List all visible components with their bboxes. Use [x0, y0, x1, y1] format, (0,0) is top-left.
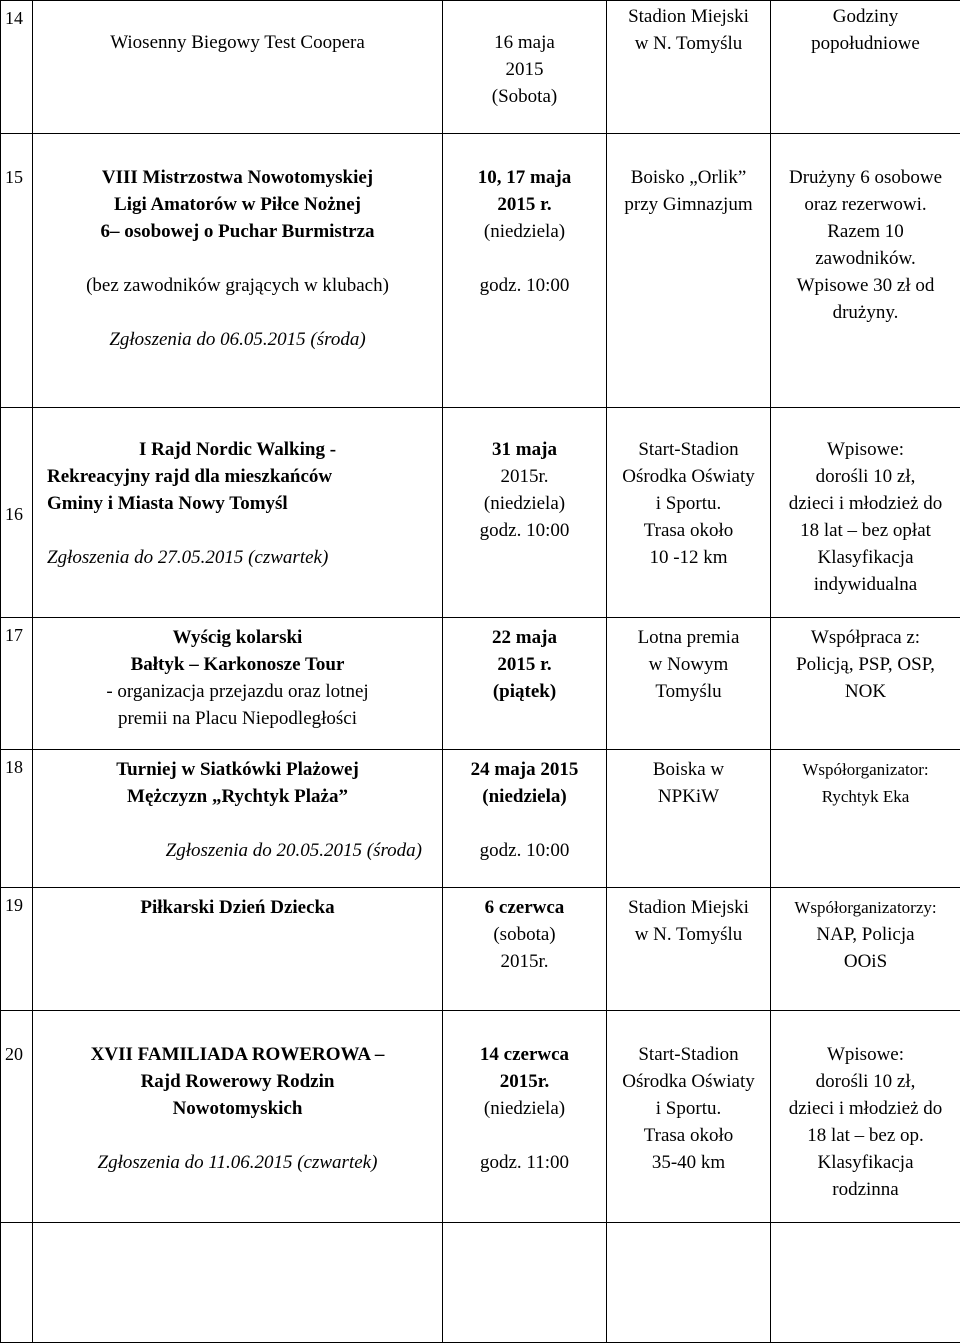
- notes-cell: [771, 750, 960, 888]
- event-cell: [33, 1223, 443, 1343]
- event-title: Gminy i Miasta Nowy Tomyśl: [33, 490, 442, 517]
- event-title: Wiosenny Biegowy Test Coopera: [33, 29, 442, 56]
- table-row: [1, 1011, 960, 1223]
- event-title: Nowotomyskich: [33, 1095, 442, 1122]
- date-line: (niedziela): [443, 218, 606, 245]
- date-line: (niedziela): [443, 1095, 606, 1122]
- notes-line: Współpraca z:: [771, 624, 960, 651]
- place-line: Trasa około: [607, 1122, 770, 1149]
- place-line: i Sportu.: [607, 1095, 770, 1122]
- date-line: 31 maja: [443, 436, 606, 463]
- notes-line: 18 lat – bez opłat: [771, 517, 960, 544]
- place-cell: [607, 750, 771, 888]
- event-title: Rekreacyjny rajd dla mieszkańców: [33, 463, 442, 490]
- registration-deadline: Zgłoszenia do 06.05.2015 (środa): [33, 326, 442, 353]
- notes-line: dorośli 10 zł,: [771, 463, 960, 490]
- notes-line: zawodników.: [771, 245, 960, 272]
- table-row: [1, 618, 960, 750]
- row-number: 18: [1, 750, 33, 888]
- event-subtitle: premii na Placu Niepodległości: [33, 705, 442, 732]
- notes-line: Wpisowe:: [771, 436, 960, 463]
- place-line: Ośrodka Oświaty: [607, 1068, 770, 1095]
- date-cell: [443, 1011, 607, 1223]
- date-cell: [443, 618, 607, 750]
- notes-cell: [771, 408, 960, 618]
- event-title: VIII Mistrzostwa Nowotomyskiej: [33, 164, 442, 191]
- place-line: w Nowym: [607, 651, 770, 678]
- event-cell: [33, 888, 443, 1011]
- table-row: [1, 750, 960, 888]
- notes-line: oraz rezerwowi.: [771, 191, 960, 218]
- notes-line: Policją, PSP, OSP,: [771, 651, 960, 678]
- table-row: [1, 408, 960, 618]
- event-title: I Rajd Nordic Walking -: [33, 436, 442, 463]
- date-line: 16 maja: [443, 29, 606, 56]
- row-number: [1, 1223, 33, 1343]
- place-line: w N. Tomyślu: [607, 30, 770, 57]
- time-line: godz. 10:00: [443, 837, 606, 864]
- place-line: Boiska w: [607, 756, 770, 783]
- date-line: 24 maja 2015: [443, 756, 606, 783]
- event-title: Piłkarski Dzień Dziecka: [33, 894, 442, 921]
- notes-cell: [771, 888, 960, 1011]
- place-line: Start-Stadion: [607, 1041, 770, 1068]
- place-line: 35-40 km: [607, 1149, 770, 1176]
- event-title: XVII FAMILIADA ROWEROWA –: [33, 1041, 442, 1068]
- notes-cell: [771, 1223, 960, 1343]
- place-line: Stadion Miejski: [607, 894, 770, 921]
- notes-line: Razem 10: [771, 218, 960, 245]
- registration-deadline: Zgłoszenia do 27.05.2015 (czwartek): [33, 544, 442, 571]
- row-number: 19: [1, 888, 33, 1011]
- place-line: Boisko „Orlik”: [607, 164, 770, 191]
- notes-line: Współorganizatorzy:: [771, 894, 960, 921]
- event-cell: [33, 750, 443, 888]
- notes-line: dzieci i młodzież do: [771, 490, 960, 517]
- date-line: 2015r.: [443, 463, 606, 490]
- table-row-empty: [1, 1223, 960, 1343]
- notes-line: Rychtyk Eka: [771, 783, 960, 810]
- place-line: Ośrodka Oświaty: [607, 463, 770, 490]
- place-line: w N. Tomyślu: [607, 921, 770, 948]
- date-cell: [443, 1223, 607, 1343]
- time-line: godz. 11:00: [443, 1149, 606, 1176]
- place-cell: [607, 1223, 771, 1343]
- notes-line: Klasyfikacja: [771, 1149, 960, 1176]
- notes-line: NOK: [771, 678, 960, 705]
- notes-line: Współorganizator:: [771, 756, 960, 783]
- row-number: 16: [1, 408, 33, 618]
- place-line: Start-Stadion: [607, 436, 770, 463]
- table-row: [1, 1, 960, 134]
- event-cell: [33, 618, 443, 750]
- event-title: Turniej w Siatkówki Plażowej: [33, 756, 442, 783]
- event-cell: [33, 134, 443, 408]
- place-line: Lotna premia: [607, 624, 770, 651]
- notes-line: Klasyfikacja: [771, 544, 960, 571]
- notes-line: Drużyny 6 osobowe: [771, 164, 960, 191]
- notes-line: 18 lat – bez op.: [771, 1122, 960, 1149]
- date-line: 2015r.: [443, 1068, 606, 1095]
- place-line: i Sportu.: [607, 490, 770, 517]
- notes-line: indywidualna: [771, 571, 960, 598]
- notes-line: drużyny.: [771, 299, 960, 326]
- place-cell: [607, 888, 771, 1011]
- event-subtitle: (bez zawodników grających w klubach): [33, 272, 442, 299]
- date-line: (niedziela): [443, 783, 606, 810]
- place-cell: [607, 1011, 771, 1223]
- place-cell: [607, 1, 771, 134]
- place-line: Stadion Miejski: [607, 3, 770, 30]
- notes-line: Godziny: [771, 3, 960, 30]
- place-cell: [607, 134, 771, 408]
- event-title: Ligi Amatorów w Piłce Nożnej: [33, 191, 442, 218]
- date-line: 10, 17 maja: [443, 164, 606, 191]
- row-number: 15: [1, 134, 33, 408]
- event-title: Bałtyk – Karkonosze Tour: [33, 651, 442, 678]
- date-cell: [443, 408, 607, 618]
- event-cell: [33, 1011, 443, 1223]
- date-cell: [443, 1, 607, 134]
- date-line: 14 czerwca: [443, 1041, 606, 1068]
- notes-cell: [771, 134, 960, 408]
- notes-line: Wpisowe 30 zł od: [771, 272, 960, 299]
- notes-line: dzieci i młodzież do: [771, 1095, 960, 1122]
- place-cell: [607, 408, 771, 618]
- date-line: 2015: [443, 56, 606, 83]
- date-line: (piątek): [443, 678, 606, 705]
- notes-line: NAP, Policja: [771, 921, 960, 948]
- registration-deadline: Zgłoszenia do 20.05.2015 (środa): [33, 837, 442, 864]
- date-cell: [443, 888, 607, 1011]
- event-subtitle: - organizacja przejazdu oraz lotnej: [33, 678, 442, 705]
- event-title: 6– osobowej o Puchar Burmistrza: [33, 218, 442, 245]
- table-row: [1, 134, 960, 408]
- date-cell: [443, 134, 607, 408]
- row-number: 14: [1, 1, 33, 134]
- registration-deadline: Zgłoszenia do 11.06.2015 (czwartek): [33, 1149, 442, 1176]
- event-cell: [33, 1, 443, 134]
- date-line: 2015r.: [443, 948, 606, 975]
- place-line: NPKiW: [607, 783, 770, 810]
- notes-line: popołudniowe: [771, 30, 960, 57]
- place-line: 10 -12 km: [607, 544, 770, 571]
- place-line: Tomyślu: [607, 678, 770, 705]
- notes-cell: [771, 1, 960, 134]
- date-line: (Sobota): [443, 83, 606, 110]
- date-line: 22 maja: [443, 624, 606, 651]
- notes-cell: [771, 1011, 960, 1223]
- place-line: przy Gimnazjum: [607, 191, 770, 218]
- time-line: godz. 10:00: [443, 272, 606, 299]
- event-title: Wyścig kolarski: [33, 624, 442, 651]
- table-row: [1, 888, 960, 1011]
- notes-line: dorośli 10 zł,: [771, 1068, 960, 1095]
- date-line: 6 czerwca: [443, 894, 606, 921]
- notes-cell: [771, 618, 960, 750]
- event-title: Rajd Rowerowy Rodzin: [33, 1068, 442, 1095]
- event-title: Mężczyzn „Rychtyk Plaża”: [33, 783, 442, 810]
- date-line: 2015 r.: [443, 651, 606, 678]
- date-cell: [443, 750, 607, 888]
- place-line: Trasa około: [607, 517, 770, 544]
- row-number: 17: [1, 618, 33, 750]
- date-line: (niedziela): [443, 490, 606, 517]
- time-line: godz. 10:00: [443, 517, 606, 544]
- date-line: 2015 r.: [443, 191, 606, 218]
- event-cell: [33, 408, 443, 618]
- place-cell: [607, 618, 771, 750]
- notes-line: rodzinna: [771, 1176, 960, 1203]
- row-number: 20: [1, 1011, 33, 1223]
- notes-line: Wpisowe:: [771, 1041, 960, 1068]
- notes-line: OOiS: [771, 948, 960, 975]
- date-line: (sobota): [443, 921, 606, 948]
